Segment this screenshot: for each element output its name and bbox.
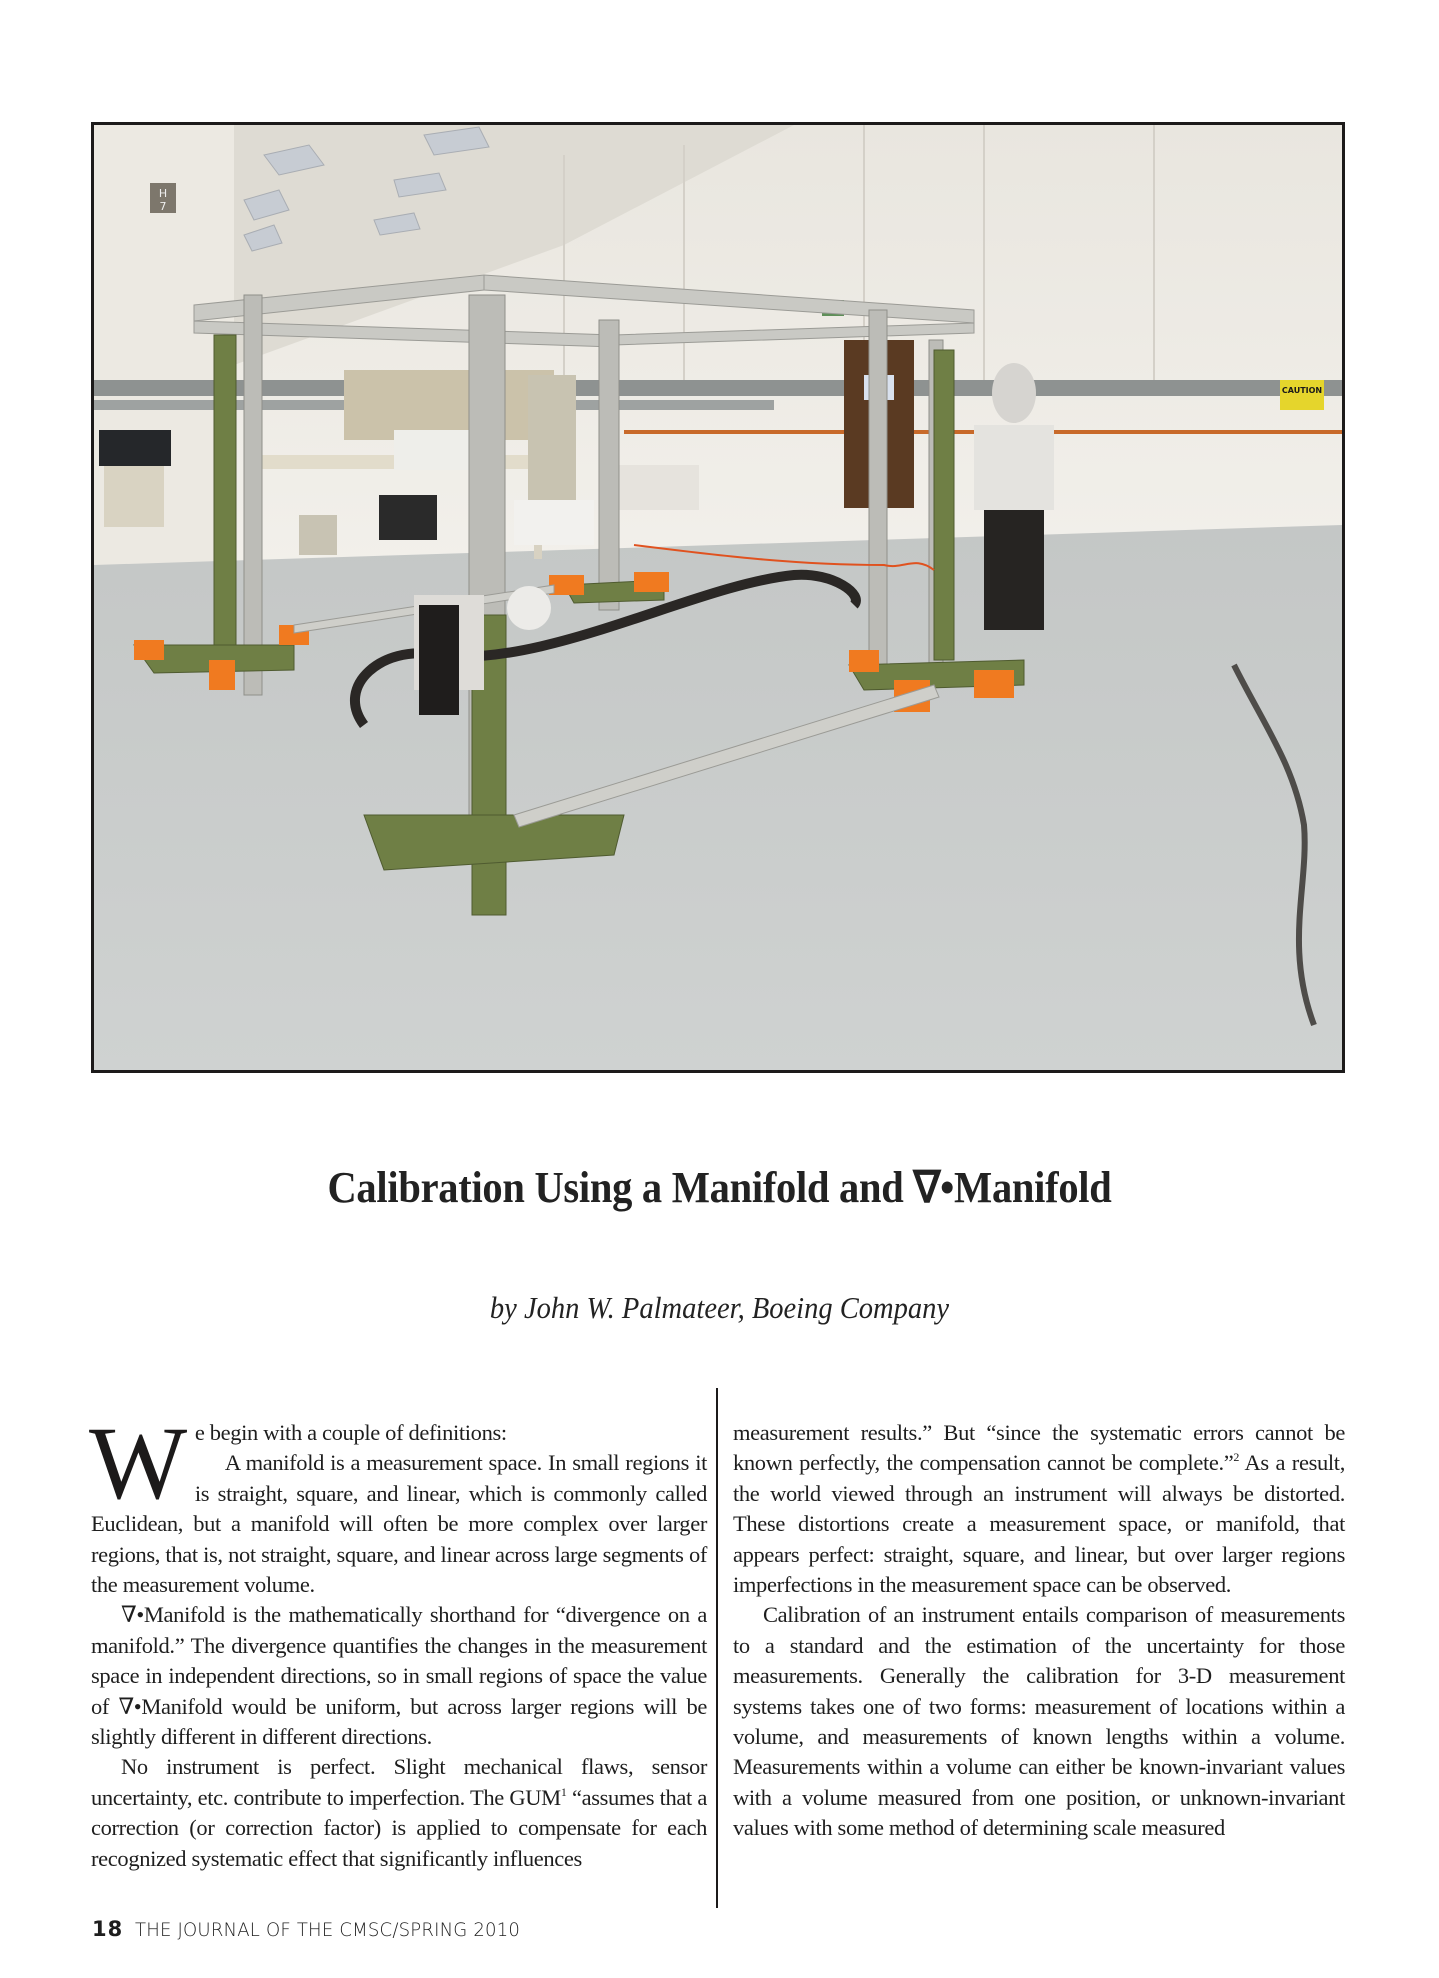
article-byline: by John W. Palmateer, Boeing Company <box>489 1290 950 1325</box>
article-photo <box>91 122 1345 1073</box>
svg-text:H: H <box>158 187 168 200</box>
paragraph-imperfection: No instrument is perfect. Slight mechanical flaws, sensor uncertainty, etc. contribute to imperfection. The GUM$^1$ “assumes that a correction (or correction factor) is applied to compensate for each recognized systematic effect that significantly influences <box>91 1754 708 1871</box>
svg-text:CAUTION: CAUTION <box>1281 386 1323 395</box>
drop-cap: W <box>89 1406 187 1521</box>
laser-tracker <box>974 425 1054 510</box>
column-divider <box>716 1388 718 1908</box>
paragraph-distortion: measurement results.” But “since the systematic errors cannot be known perfectly, the compensation cannot be complete.”$^2$ As a result, the world viewed through an instrument will always be distorted. These distortions create a measurement space, or manifold, that appears perfect: straight, square, and linear, but over larger regions imperfections in the measurement space can be observed. <box>733 1420 1345 1598</box>
article-title: Calibration Using a Manifold and ∇•Manifold <box>327 1163 1112 1212</box>
footnote-ref-1: 1 <box>560 1784 567 1799</box>
body-column-right <box>733 1418 1345 1844</box>
journal-issue-label: THE JOURNAL OF THE CMSC/SPRING 2010 <box>135 1919 521 1941</box>
paragraph-manifold-definition: A manifold is a measurement space. In small regions it is straight, square, and linear, which is commonly called Euclidean, but a manifold will often be more complex over larger regions, that is, not straight, square, and linear across large segments of the measurement volume. <box>91 1450 707 1598</box>
paragraph-intro: e begin with a couple of definitions: <box>194 1420 507 1445</box>
page-number: 18 <box>92 1917 124 1941</box>
svg-text:7: 7 <box>159 200 167 213</box>
lab-scene-illustration <box>94 125 1342 1070</box>
paragraph-divergence-definition: ∇•Manifold is the mathematically shorthand for “divergence on a manifold.” The divergence quantifies the changes in the measurement space in independent directions, so in small regions of space the value of ∇•Manifold would be uniform, but across larger regions will be slightly different in different directions. <box>91 1602 707 1750</box>
caution-sign <box>1280 380 1324 410</box>
footnote-ref-2: 2 <box>1233 1450 1240 1465</box>
body-column-left <box>89 1406 708 1874</box>
page-footer <box>92 1917 541 1947</box>
paragraph-calibration: Calibration of an instrument entails comparison of measurements to a standard and the estimation of the uncertainty for those measurements. Generally the calibration for 3-D measurement systems takes one of two forms: measurement of locations within a volume, and measurements of known lengths within a volume. Measurements within a volume can either be known-invariant values with a volume measured from one position, or unknown-invariant values with some method of determining scale measured <box>733 1602 1345 1841</box>
